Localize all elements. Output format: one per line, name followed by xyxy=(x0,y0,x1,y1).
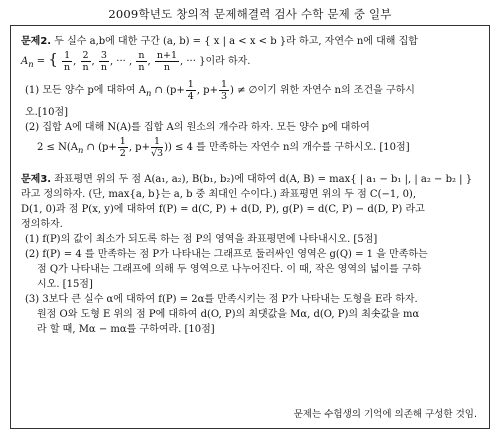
page-title: 2009학년도 창의적 문제해결력 검사 수학 문제 중 일부 xyxy=(108,7,392,21)
problem2-question2-formula: $2 \le N(A_n$ ∩ (p+ $\frac{1}{2}$ , p+ $\frac{1}{√3}$ )) ≤ 4 를 만족하는 자연수 n의 개수를 구하시오. [10점] xyxy=(37,136,410,159)
ellipsis: , ··· , xyxy=(109,56,133,67)
set-subscript: n xyxy=(28,59,34,69)
problem2-intro xyxy=(21,34,481,49)
problem3-question2-a: (2) f(P) = 4 를 만족하는 점 P가 나타내는 그래프로 둘러싸인 영역은 g(Q) = 1 을 만족하는 xyxy=(25,249,428,260)
set-open-brace: { xyxy=(48,50,58,68)
problem2-question1: (1) 모든 양수 p에 대하여 $A_n$ ∩ (p+ $\frac{1}{4}$ , p+ $\frac{1}{3}$ ) ≠ ∅이기 위한 자연수 n의 조건을 구하시 xyxy=(25,79,415,102)
q1-fraction-2: $\frac{1}{3}$ xyxy=(220,79,227,102)
problem3-question2-b: 점 Q가 나타내는 그래프에 의해 두 영역으로 나누어진다. 이 때, 작은 영역의 넓이를 구하 xyxy=(37,264,422,275)
problem3-question3-b: 원점 O와 도형 E 위의 점 P에 대하여 d(O, P)의 최댓값을 Mα, d(O, P)의 최솟값을 mα xyxy=(37,309,420,320)
problem3-line1-text: 좌표평면 위의 두 점 A(a₁, a₂), B(b₁, b₂)에 대하여 d(A, B) = max{ | a₁ − b₁ |, | a₂ − b₂ | } xyxy=(54,174,473,185)
q1-fraction-1: $\frac{1}{4}$ xyxy=(187,79,194,102)
set-tail: , ··· }이라 하자. xyxy=(180,56,251,67)
fraction-4: $\frac{n}{n}$ xyxy=(138,50,145,73)
q1-text-d: ) ≠ ∅이기 위한 자연수 n의 조건을 구하시 xyxy=(230,85,415,96)
footer-note: 문제는 수험생의 기억에 의존해 구성한 것임. xyxy=(293,409,477,420)
problem2-question2: (2) 집합 A에 대해 N(A)를 집합 A의 원소의 개수라 하자. 모든 양수 p에 대하여 xyxy=(25,122,370,133)
problem3-question3-a: (3) 3보다 큰 실수 α에 대하여 f(P) = 2α를 만족시키는 점 P가 나타내는 도형을 E라 하자. xyxy=(25,294,418,305)
fraction-5: $\frac{n+1}{n}$ xyxy=(156,50,178,73)
problem2-intro-text: 두 실수 a,b에 대한 구간 (a, b) = { x | a < x < b }라 하고, 자연수 n에 대해 집합 xyxy=(54,36,418,47)
problem3-line1 xyxy=(21,172,481,187)
fraction-2: $\frac{2}{n}$ xyxy=(82,50,89,73)
problem3-label: 문제3. xyxy=(21,174,52,185)
problem-box xyxy=(10,25,490,429)
q2-fraction-1: $\frac{1}{2}$ xyxy=(119,136,126,159)
q2-fraction-2: $\frac{1}{√3}$ xyxy=(150,136,164,159)
q2-text-b: 2 ≤ N(A xyxy=(37,142,78,153)
q2-text-e: )) ≤ 4 를 만족하는 자연수 n의 개수를 구하시오. [10점] xyxy=(164,142,410,153)
problem3-question2-c: 시오. [15점] xyxy=(37,279,93,290)
problem2-set-definition: $A_n$ = { $\frac{1}{n}$ , $\frac{2}{n}$ , $\frac{3}{n}$ , ··· , $\frac{n}{n}$ , $\frac{n+1}{n}$ , ··· }이라 하자. xyxy=(21,50,251,73)
problem3-line2: 라고 정의하자. (단, max{a, b}는 a, b 중 최대인 수이다.) 좌표평면 위의 두 점 C(−1, 0), xyxy=(21,189,417,200)
fraction-3: $\frac{3}{n}$ xyxy=(100,50,107,73)
q2-text-c: ∩ (p+ xyxy=(83,142,117,153)
set-name: A xyxy=(21,56,29,67)
problem3-line4: 정의하자. xyxy=(21,219,63,230)
q1-text-c: , p+ xyxy=(196,85,218,96)
problem2-question1-cont: 오.[10점] xyxy=(25,107,69,118)
q1-text-a: (1) 모든 양수 p에 대하여 A xyxy=(25,85,146,96)
problem3-question3-c: 라 할 때, Mα − mα를 구하여라. [10점] xyxy=(37,324,215,335)
set-equals: = xyxy=(33,56,49,67)
fraction-1: $\frac{1}{n}$ xyxy=(64,50,71,73)
problem3-line3: D(1, 0)과 점 P(x, y)에 대하여 f(P) = d(C, P) + d(D, P), g(P) = d(C, P) − d(D, P) 라고 xyxy=(21,204,425,215)
problem2-label: 문제2. xyxy=(21,36,52,47)
q1-text-b: ∩ (p+ xyxy=(151,85,185,96)
problem-content xyxy=(21,34,481,337)
problem3-question1: (1) f(P)의 값이 최소가 되도록 하는 점 P의 영역을 좌표평면에 나타내시오. [5점] xyxy=(25,234,378,245)
q2-text-d: , p+ xyxy=(128,142,150,153)
